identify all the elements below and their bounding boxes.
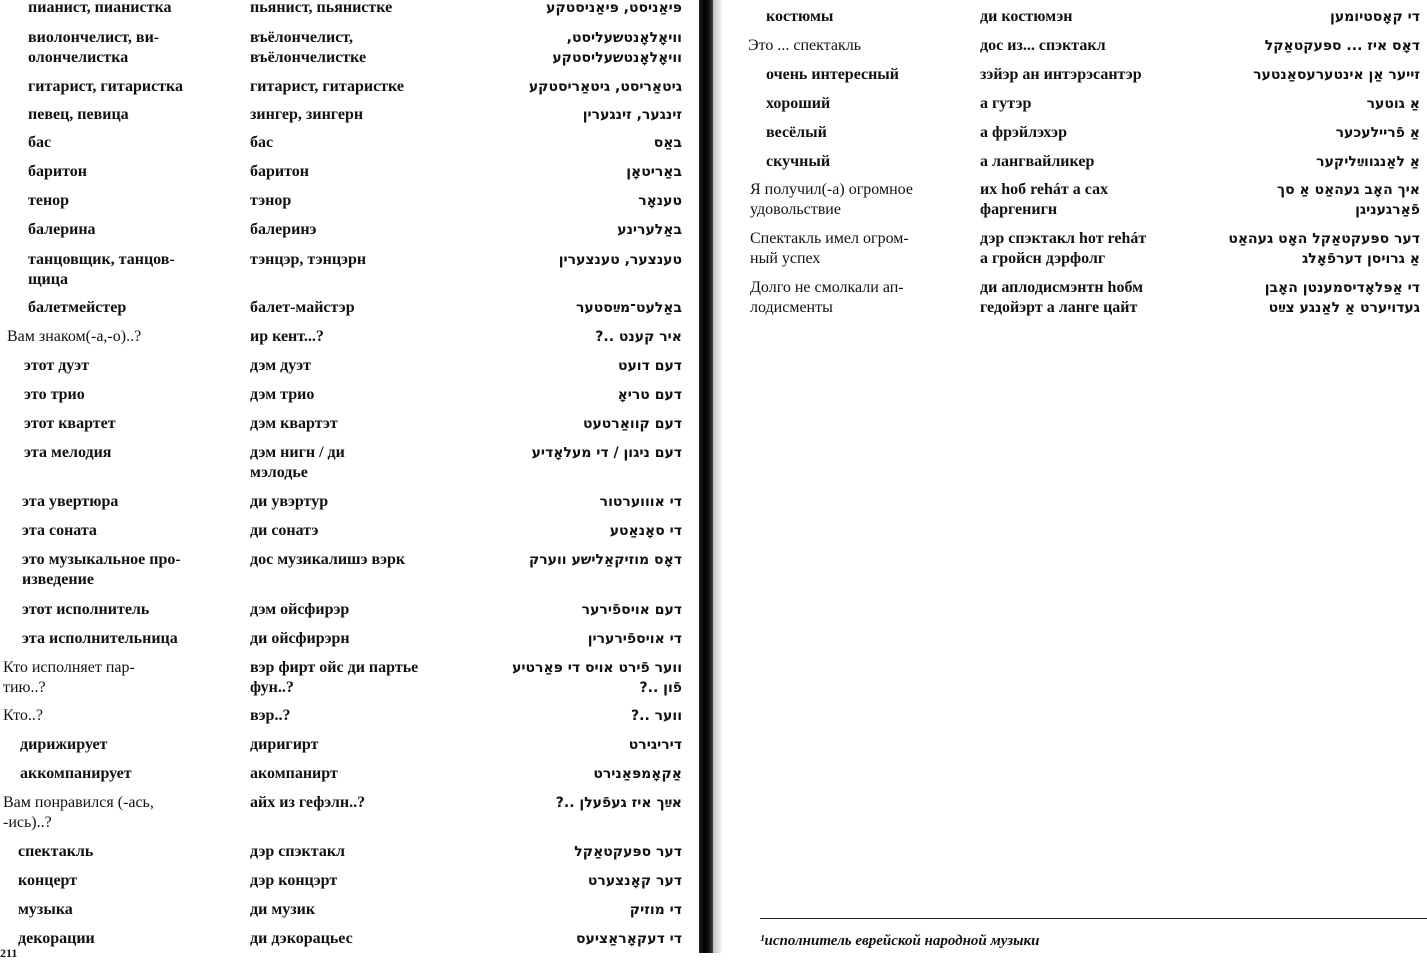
russian-phrase: весёлый	[766, 124, 827, 141]
russian-phrase: виолончелист, ви- олончелистка	[28, 29, 160, 66]
yiddish-phrase: פּיאַניסט, פּיאַניסטקע	[546, 0, 682, 16]
russian-phrase: Кто исполняет пар- тию..?	[3, 659, 135, 696]
russian-phrase: бас	[28, 134, 52, 151]
russian-phrase: скучный	[766, 153, 831, 170]
yiddish-phrase: דיריגירט	[628, 737, 682, 753]
russian-phrase: музыка	[18, 901, 73, 918]
transliteration: айх из гефэлн..?	[250, 794, 366, 811]
footnote: ¹исполнитель еврейской народной музыки	[760, 933, 1040, 949]
transliteration: дэр концэрт	[250, 872, 338, 889]
book-spine	[699, 0, 713, 953]
right-page	[722, 0, 1427, 953]
russian-phrase: этот дуэт	[24, 357, 90, 374]
yiddish-phrase: אַ לאַנגווײַליקער	[1316, 154, 1420, 170]
russian-phrase: пианист, пианистка	[28, 0, 172, 16]
transliteration: ди дэкорацьес	[250, 930, 353, 947]
yiddish-phrase: דעם דועט	[617, 358, 682, 374]
yiddish-phrase: די מוזיק	[629, 902, 682, 918]
footnote-divider	[760, 918, 1427, 919]
russian-phrase: тенор	[28, 192, 70, 209]
russian-phrase: Спектакль имел огром- ный успех	[750, 230, 909, 267]
transliteration: въёлончелист, въёлончелистке	[250, 29, 367, 66]
russian-phrase: дирижирует	[20, 736, 108, 753]
yiddish-phrase: דעם אויספֿירער	[581, 602, 682, 618]
russian-phrase: певец, певица	[28, 106, 129, 123]
yiddish-phrase: אײַך איז געפֿעלן ..?	[555, 795, 682, 811]
russian-phrase: костюмы	[766, 8, 834, 25]
yiddish-phrase: אַקאָמפּאַנירט	[593, 766, 682, 782]
yiddish-phrase: ווער ..?	[631, 708, 682, 724]
transliteration: дэм квартэт	[250, 415, 338, 432]
transliteration: а лангвайликер	[980, 153, 1095, 170]
transliteration: дэм ойсфирэр	[250, 601, 350, 618]
russian-phrase: это музыкальное про- изведение	[22, 551, 181, 588]
transliteration: балеринэ	[250, 221, 317, 238]
yiddish-phrase: זינגער, זינגערין	[582, 107, 682, 123]
transliteration: вэр..?	[250, 707, 291, 724]
russian-phrase: Вам понравился (-ась, -ись)..?	[3, 794, 154, 831]
russian-phrase: танцовщик, танцов- щица	[28, 251, 175, 288]
russian-phrase: Вам знаком(-а,-о)..?	[7, 328, 142, 345]
transliteration: гитарист, гитаристке	[250, 78, 404, 95]
transliteration: ди костюмэн	[980, 8, 1073, 25]
yiddish-phrase: באַס	[653, 135, 682, 151]
yiddish-phrase: די דעקאָראַציעס	[575, 931, 682, 947]
transliteration: дэм трио	[250, 386, 315, 403]
russian-phrase: балерина	[28, 221, 96, 238]
transliteration: вэр фирт ойс ди партье фун..?	[250, 659, 419, 696]
yiddish-phrase: דאָס מוזיקאַלישע ווערק	[528, 552, 682, 568]
transliteration: ир кент...?	[250, 328, 324, 345]
transliteration: тэнор	[250, 192, 292, 209]
yiddish-phrase: וויאָלאָנטשעליסט, וויאָלאָנטשעליסטקע	[552, 30, 682, 66]
russian-phrase: гитарист, гитаристка	[28, 78, 184, 95]
transliteration: диригирт	[250, 736, 319, 753]
yiddish-phrase: איר קענט ..?	[595, 329, 682, 345]
russian-phrase: баритон	[28, 163, 87, 180]
transliteration: тэнцэр, тэнцэрн	[250, 251, 367, 268]
russian-phrase: аккомпанирует	[20, 765, 132, 782]
russian-phrase: концерт	[18, 872, 78, 889]
transliteration: дос из... спэктакл	[980, 37, 1106, 54]
transliteration: дэр спэктакл hот reháт а гройсн дэрфолг	[980, 230, 1147, 267]
transliteration: а гутэр	[980, 95, 1032, 112]
transliteration: бас	[250, 134, 274, 151]
russian-phrase: очень интересный	[766, 66, 900, 83]
yiddish-phrase: די אויספֿירערין	[587, 631, 682, 647]
transliteration: балет-майстэр	[250, 299, 355, 316]
russian-phrase: эта соната	[22, 522, 97, 539]
transliteration: акомпанирт	[250, 765, 338, 782]
yiddish-phrase: באַלערינע	[617, 222, 682, 238]
yiddish-phrase: די אוווערטור	[599, 494, 682, 510]
yiddish-phrase: ווער פֿירט אויס די פּאַרטיע פֿון ..?	[512, 660, 682, 696]
yiddish-phrase: אַ פֿריילעכער	[1335, 125, 1420, 141]
russian-phrase: балетмейстер	[28, 299, 127, 316]
yiddish-phrase: טענאָר	[638, 193, 682, 209]
transliteration: ди увэртур	[250, 493, 329, 510]
yiddish-phrase: די קאָסטיומען	[1330, 9, 1420, 25]
transliteration: ди ойсфирэрн	[250, 630, 350, 647]
yiddish-phrase: באַריטאָן	[626, 164, 682, 180]
yiddish-phrase: דעם קוואַרטעט	[582, 416, 682, 432]
yiddish-phrase: דער ספּעקטאַקל האָט געהאַט אַ גרויסן דערפֿאָלג	[1228, 231, 1420, 267]
yiddish-phrase: אַ גוטער	[1366, 96, 1420, 112]
yiddish-phrase: טענצער, טענצערין	[558, 252, 682, 268]
transliteration: ди аплодисмэнтн hобм гедойэрт а ланге цайт	[980, 279, 1144, 316]
transliteration: зингер, зингерн	[250, 106, 364, 123]
yiddish-phrase: די סאָנאַטע	[609, 523, 682, 539]
russian-phrase: эта исполнительница	[22, 630, 178, 647]
russian-phrase: Долго не смолкали ап- лодисменты	[750, 279, 904, 316]
russian-phrase: спектакль	[18, 843, 94, 860]
left-page	[0, 0, 700, 953]
yiddish-phrase: דעם טריאָ	[617, 387, 682, 403]
transliteration: пьянист, пьянистке	[250, 0, 393, 16]
transliteration: баритон	[250, 163, 309, 180]
transliteration: дэм нигн / ди мэлодье	[250, 444, 345, 481]
page-number: 211	[0, 946, 18, 960]
russian-phrase: это трио	[24, 386, 85, 403]
transliteration: дэр спэктакл	[250, 843, 346, 860]
russian-phrase: эта мелодия	[24, 444, 112, 461]
russian-phrase: этот исполнитель	[22, 601, 150, 618]
yiddish-phrase: דער ספּעקטאַקל	[574, 844, 682, 860]
yiddish-phrase: דאָס איז ... ספּעקטאַקל	[1264, 38, 1420, 54]
transliteration: ди музик	[250, 901, 316, 918]
transliteration: зэйэр ан интэрэсантэр	[980, 66, 1142, 83]
transliteration: ди сонатэ	[250, 522, 319, 539]
transliteration: а фрэйлэхэр	[980, 124, 1067, 141]
yiddish-phrase: די אַפּלאָדיסמענטן האָבן געדויערט אַ לאַנגע צײַט	[1264, 280, 1420, 316]
transliteration: дос музикалишэ вэрк	[250, 551, 406, 568]
transliteration: дэм дуэт	[250, 357, 312, 374]
yiddish-phrase: זייער אַן אינטערעסאַנטער	[1253, 67, 1420, 83]
russian-phrase: этот квартет	[24, 415, 116, 432]
russian-phrase: эта увертюра	[22, 493, 119, 510]
russian-phrase: Кто..?	[3, 707, 43, 724]
russian-phrase: хороший	[766, 95, 831, 112]
yiddish-phrase: דער קאָנצערט	[587, 873, 682, 889]
russian-phrase: декорации	[18, 930, 95, 947]
russian-phrase: Это ... спектакль	[748, 37, 862, 54]
yiddish-phrase: באַלעט־מײַסטער	[575, 300, 682, 316]
yiddish-phrase: איך האָב געהאַט אַ סך פֿאַרגעניגן	[1277, 182, 1420, 218]
russian-phrase: Я получил(-а) огромное удовольствие	[750, 181, 913, 218]
transliteration: их hоб reháт а сах фаргенигн	[980, 181, 1109, 218]
yiddish-phrase: גיטאַריסט, גיטאַריסטקע	[528, 79, 682, 95]
yiddish-phrase: דעם ניגון / די מעלאָדיע	[531, 445, 682, 461]
